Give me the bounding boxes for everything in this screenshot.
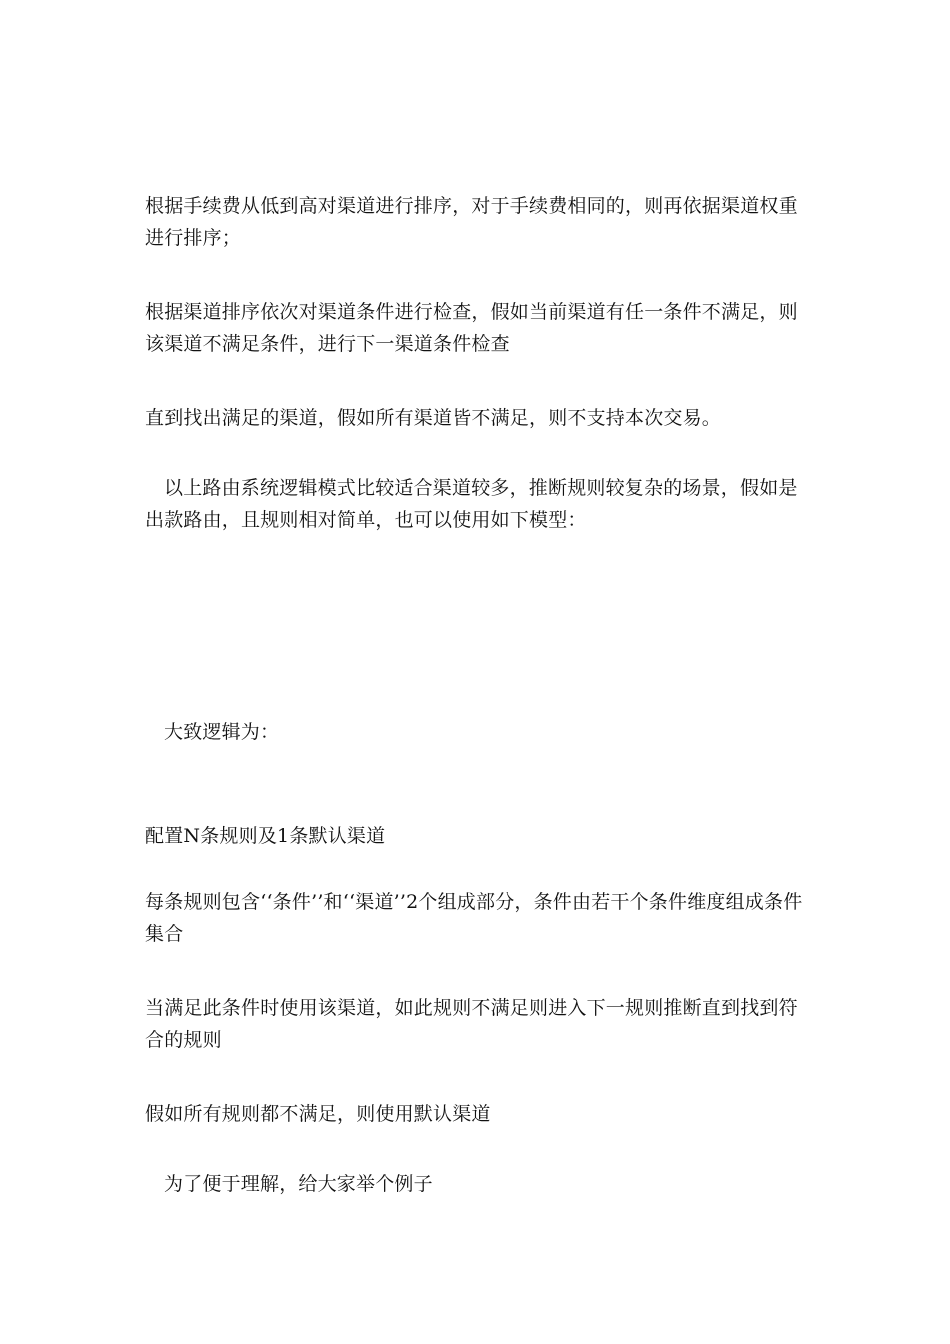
paragraph-find-channel: 直到找出满足的渠道，假如所有渠道皆不满足，则不支持本次交易。 <box>145 407 722 429</box>
paragraph-example-intro: 为了便于理解，给大家举个例子 <box>164 1173 433 1195</box>
paragraph-general-logic: 大致逻辑为： <box>164 721 280 743</box>
paragraph-use-channel: 当满足此条件时使用该渠道，如此规则不满足则进入下一规则推断直到找到符合的规则 <box>145 997 798 1051</box>
paragraph-default-channel: 假如所有规则都不满足，则使用默认渠道 <box>145 1103 491 1125</box>
paragraph-rule-parts: 每条规则包含‘‘条件’’和‘‘渠道’’2个组成部分，条件由若干个条件维度组成条件集合 <box>145 891 803 945</box>
paragraph-check-conditions: 根据渠道排序依次对渠道条件进行检查，假如当前渠道有任一条件不满足，则该渠道不满足条件，进行下一渠道条件检查 <box>145 301 798 355</box>
paragraph-routing-mode: 以上路由系统逻辑模式比较适合渠道较多，推断规则较复杂的场景，假如是出款路由，且规则相对简单，也可以使用如下模型： <box>145 477 798 531</box>
paragraph-sort-by-fee: 根据手续费从低到高对渠道进行排序，对于手续费相同的，则再依据渠道权重进行排序； <box>145 195 798 249</box>
paragraph-configure-rules: 配置N条规则及1条默认渠道 <box>145 825 386 847</box>
